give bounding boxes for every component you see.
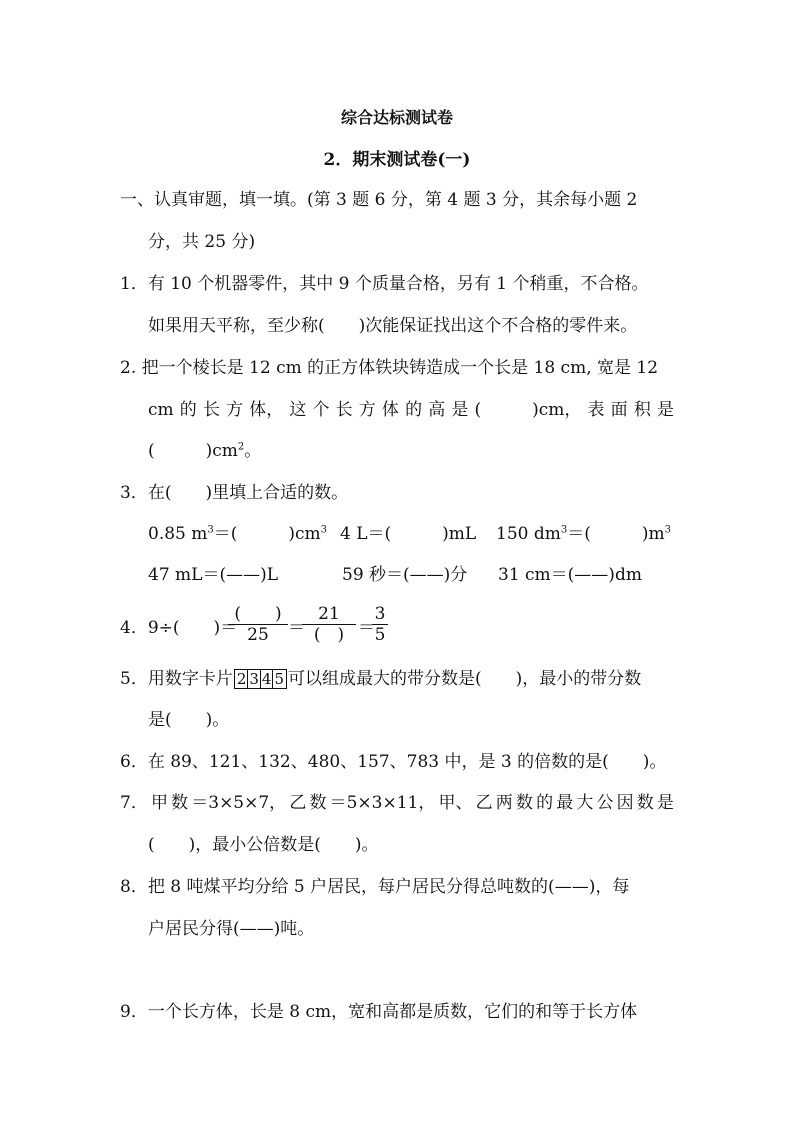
question-3-item-5: 59 秒＝(——)分: [342, 565, 468, 585]
section1-instructions: 一、认真审题，填一填。(第 3 题 6 分，第 4 题 3 分，其余每小题 2: [120, 190, 638, 210]
exam-title: 2．期末测试卷(一): [323, 150, 471, 170]
text-segment: 高: [428, 400, 446, 420]
question-1-line-1: 1．有 10 个机器零件，其中 9 个质量合格，另有 1 个稍重，不合格。: [120, 274, 649, 294]
question-9-line-1: 9．一个长方体，长是 8 cm，宽和高都是质数，它们的和等于长方体: [120, 1002, 638, 1022]
question-4-equals-2: ＝: [358, 618, 375, 638]
q2-surface-area-blank: ( )cm: [148, 441, 238, 461]
question-1-line-2: 如果用天平称，至少称( )次能保证找出这个不合格的零件来。: [148, 316, 638, 336]
text-segment: cm: [148, 400, 174, 420]
question-7-line-1: [120, 791, 674, 815]
text-segment: 乙: [289, 793, 307, 813]
text-segment: 的: [179, 400, 197, 420]
question-6-line-1: 6．在 89、121、132、480、157、783 中，是 3 的倍数的是( )。: [120, 752, 667, 772]
text-segment: 甲: [150, 793, 168, 813]
text-segment: 最: [556, 793, 574, 813]
text-segment: 数: [636, 793, 654, 813]
question-2-line-2: [148, 398, 674, 422]
question-3-item-4: 47 mL＝(——)L: [148, 565, 278, 585]
text-segment: 体，: [249, 400, 284, 420]
text-segment: 公: [596, 793, 614, 813]
section1-instructions-cont: 分，共 25 分): [148, 232, 256, 252]
text-segment: 是: [451, 400, 469, 420]
number-cards: 2 3 4 5: [234, 669, 287, 689]
question-4-fraction-2: 21 ( ): [302, 604, 356, 645]
text-segment: ＝3×5×7，: [191, 793, 287, 813]
text-segment: 7．: [120, 793, 148, 813]
text-segment: 积: [633, 400, 651, 420]
text-segment: 方: [226, 400, 244, 420]
text-segment: 体: [381, 400, 399, 420]
text-segment: 数: [171, 793, 189, 813]
question-8-line-2: 户居民分得(——)吨。: [148, 919, 315, 939]
text-segment: 数: [309, 793, 327, 813]
text-segment: 两: [495, 793, 513, 813]
question-3-item-1: 0.85 $m^3=$( )$cm^3$: [148, 524, 328, 544]
text-segment: 表: [587, 400, 605, 420]
question-4-fraction-3: $\frac{3}{5}$: [372, 604, 388, 645]
question-3-item-2: 4 L＝( )mL: [340, 524, 477, 544]
text-segment: 的: [405, 400, 423, 420]
text-segment: 因: [616, 793, 634, 813]
question-3-item-3: 150 $dm^3=$( )$m^3$: [496, 524, 671, 544]
exam-series-title: 综合达标测试卷: [340, 108, 453, 127]
text-segment: 数: [515, 793, 533, 813]
text-segment: 甲、: [438, 793, 473, 813]
question-3-line-1: 3．在( )里填上合适的数。: [120, 483, 349, 503]
question-4-fraction-1: ( ) 25: [228, 604, 288, 645]
text-segment: 的: [536, 793, 554, 813]
text-segment: 是: [656, 793, 674, 813]
question-4-prefix: 4．9÷( )＝: [120, 618, 238, 638]
text-segment: 大: [576, 793, 594, 813]
question-7-line-2: ( )，最小公倍数是( )。: [148, 835, 379, 855]
text-segment: 方: [358, 400, 376, 420]
text-segment: 长: [335, 400, 353, 420]
text-segment: 个: [312, 400, 330, 420]
text-segment: 是: [656, 400, 674, 420]
question-5-line-1: 5．用数字卡片 2 3 4 5 可以组成最大的带分数是( )，最小的带分数: [120, 669, 642, 689]
question-2-line-1: 2. 把一个棱长是 12 cm 的正方体铁块铸造成一个长是 18 cm, 宽是 12: [120, 358, 659, 378]
text-segment: ( )cm，: [474, 400, 582, 420]
q2-line3-end: 。: [244, 441, 262, 461]
text-segment: ＝5×3×11，: [329, 793, 436, 813]
question-8-line-1: 8．把 8 吨煤平均分给 5 户居民，每户居民分得总吨数的(——)，每: [120, 877, 630, 897]
text-segment: 长: [202, 400, 220, 420]
question-4-equals-1: ＝: [288, 618, 305, 638]
question-5-line-2: 是( )。: [148, 710, 230, 730]
text-segment: 乙: [475, 793, 493, 813]
question-2-line-3: [148, 439, 261, 463]
text-segment: 这: [289, 400, 307, 420]
text-segment: 面: [610, 400, 628, 420]
question-3-item-6: 31 cm＝(——)dm: [498, 565, 642, 585]
q2-unit-exponent: 2: [237, 441, 245, 453]
